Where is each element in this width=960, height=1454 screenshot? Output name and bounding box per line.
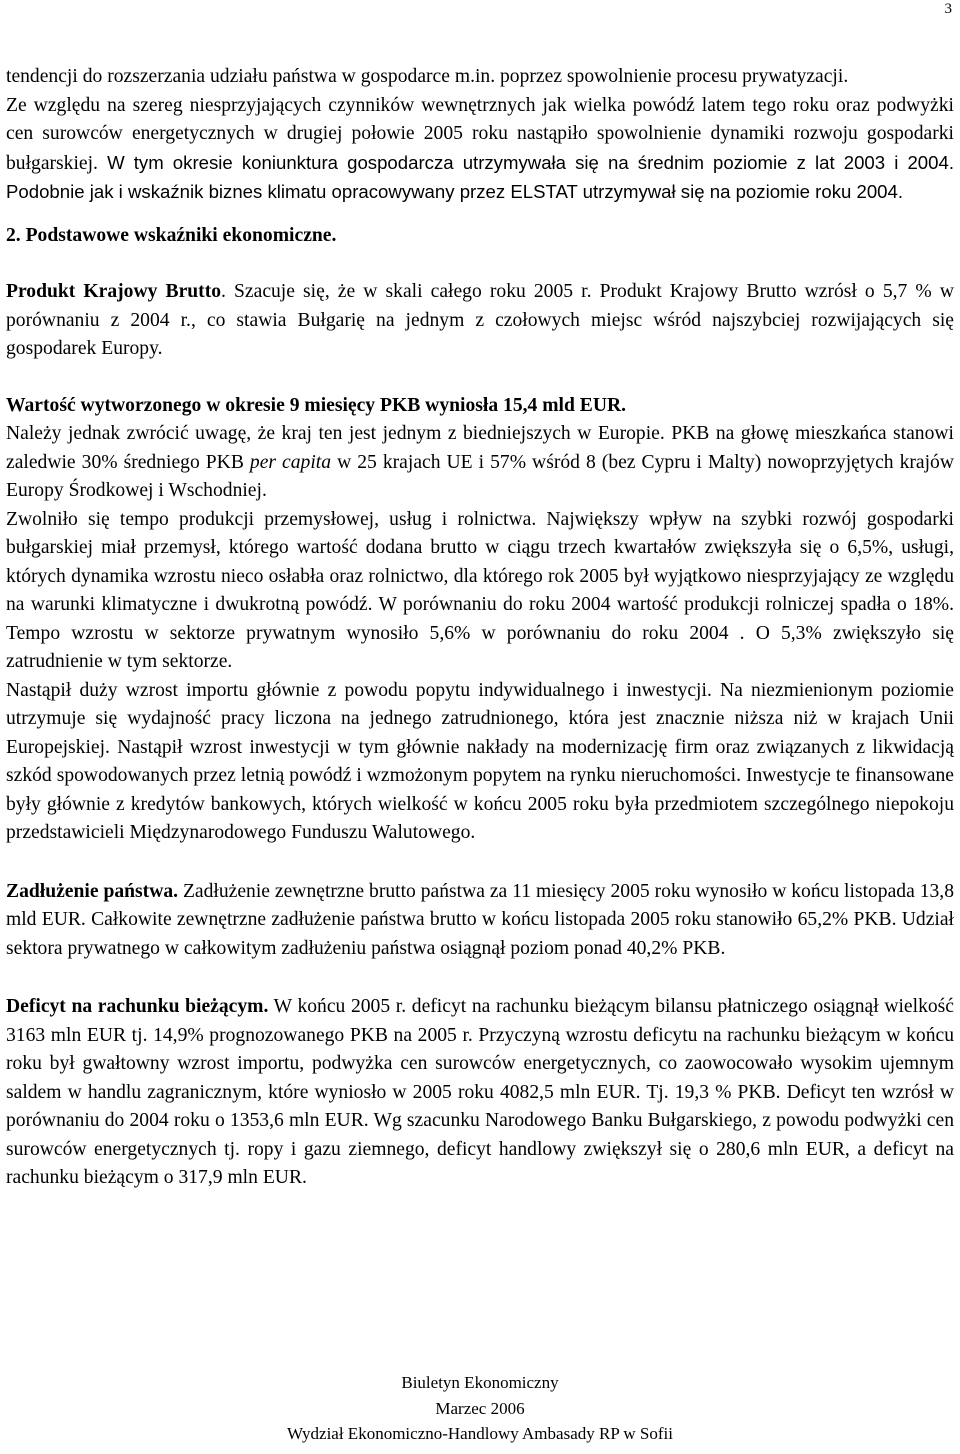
paragraph-slowdown-text-b: W tym okresie koniunktura gospodarcza utrzymywała się na średnim poziomie z lat 2003 i 2004. Podobnie jak i wskaźnik biznes klimatu opracowywany przez ELSTAT utrzymywał się na poziomie roku 2004. [6,151,954,202]
document-body [6,63,954,1193]
footer-publication: Biuletyn Ekonomiczny [401,1373,559,1392]
per-capita-text-a: Należy jednak zwrócić uwagę, że kraj ten jest jednym z biedniejszych w Europie. PKB na głowę mieszkańca stanowi zaledwie 30% średniego PKB [6,423,954,473]
paragraph-per-capita [6,420,954,506]
page-number: 3 [944,1,952,17]
paragraph-slowdown [6,92,954,208]
per-capita-text-b: w 25 krajach UE i 57% wśród 8 (bez Cypru i Malty) nowoprzyjętych krajów Europy Środkowej i Wschodniej. [6,451,955,501]
gdp-text-a: . Szacuje się, że w skali całego roku 2005 r. Produkt Krajowy Brutto wzrósł o 5,7 % w porównaniu z 2004 r. [6,281,954,331]
page-footer [0,1370,960,1447]
debt-text: Zadłużenie zewnętrzne brutto państwa za 11 miesięcy 2005 roku wynosiło w końcu listopada 13,8 mld EUR. Całkowite zewnętrzne zadłużenie państwa brutto w końcu listopada 2005 roku stanowiło 65,2% PKB. Udział sektora prywatnego w całkowitym zadłużeniu państwa osiągnął poziom ponad 40,2% PKB. [6,880,954,959]
value-heading [6,392,954,421]
paragraph-production: Zwolniło się tempo produkcji przemysłowej, usług i rolnictwa. Największy wpływ na szybki rozwój gospodarki bułgarskiej miał przemysł, którego wartość dodana brutto w ciągu trzech kwartałów zwiększyła się o 6,5%, usługi, których dynamika wzrostu nieco osłabła oraz rolnictwo, dla którego rok 2005 był wyjątkowo niesprzyjający ze względu na warunki klimatyczne i dwukrotną powódź. W porównaniu do roku 2004 wartość produkcji rolniczej spadła o 18%. Tempo wzrostu w sektorze prywatnym wynosiło 5,6% w porównaniu do roku 2004 . O 5,3% zwiększyło się zatrudnienie w tym sektorze. [6,508,954,672]
value-heading-text: Wartość wytworzonego w okresie 9 miesięcy PKB wyniosła 15,4 mld EUR. [6,394,627,416]
footer-publisher: Wydział Ekonomiczno-Handlowy Ambasady RP w Sofii [287,1424,673,1443]
footer-date: Marzec 2006 [435,1398,525,1418]
paragraph-imports: Nastąpił duży wzrost importu głównie z powodu popytu indywidualnego i inwestycji. Na niezmienionym poziomie utrzymuje się wydajność pracy liczona na jednego zatrudnionego, która jest znacznie niższa niż w krajach Unii Europejskiej. Nastąpił wzrost inwestycji w tym głównie nakłady na modernizację firm oraz związanych z likwidacją szkód spowodowanych przez letnią powódź i wzmożonym popytem na rynku nieruchomości. Inwestycje te finansowane były głównie z kredytów bankowych, których wielkość w końcu 2005 roku była przedmiotem szczególnego niepokoju przedstawicieli Międzynarodowego Funduszu Walutowego. [6,679,954,843]
gdp-text-b: , co stawia Bułgarię na jednym z czołowych miejsc wśród najszybciej rozwijających się gospodarek Europy. [6,309,954,359]
paragraph-slowdown-text-a: Ze względu na szereg niesprzyjających czynników wewnętrznych jak wielka powódź latem tego roku oraz podwyżki cen surowców energetycznych w drugiej połowie 2005 roku nastąpiło spowolnienie dynamiki rozwoju gospodarki bułgarskiej. [6,94,954,174]
debt-label: Zadłużenie państwa. [6,880,179,902]
gdp-label: Produkt Krajowy Brutto [6,281,222,302]
paragraph-intro: tendencji do rozszerzania udziału państwa w gospodarce m.in. poprzez spowolnienie procesu prywatyzacji. [6,66,849,87]
paragraph-debt [6,878,954,964]
per-capita-italic: per capita [249,451,332,473]
paragraph-deficit [6,993,954,1193]
deficit-label: Deficyt na rachunku bieżącym. [6,996,269,1017]
section-heading-text: 2. Podstawowe wskaźniki ekonomiczne. [6,224,337,246]
section-heading [6,222,954,251]
deficit-text: W końcu 2005 r. deficyt na rachunku bieżącym bilansu płatniczego osiągnął wielkość 3163 mln EUR tj. 14,9% prognozowanego PKB na 2005 r. Przyczyną wzrostu deficytu na rachunku bieżącym w końcu roku był gwałtowny wzrost importu, podwyżka cen surowców energetycznych, co zaowocowało wysokim ujemnym saldem w handlu zagranicznym, które wyniosło w 2005 roku 4082,5 mln EUR. Tj. 19,3 % PKB. Deficyt ten wzrósł w porównaniu do 2004 roku o 1353,6 mln EUR. Wg szacunku Narodowego Banku Bułgarskiego, z powodu podwyżki cen surowców energetycznych tj. ropy i gazu ziemnego, deficyt handlowy zwiększył się o 280,6 mln EUR, a deficyt na rachunku bieżącym o 317,9 mln EUR. [6,996,954,1188]
paragraph-gdp [6,278,954,364]
